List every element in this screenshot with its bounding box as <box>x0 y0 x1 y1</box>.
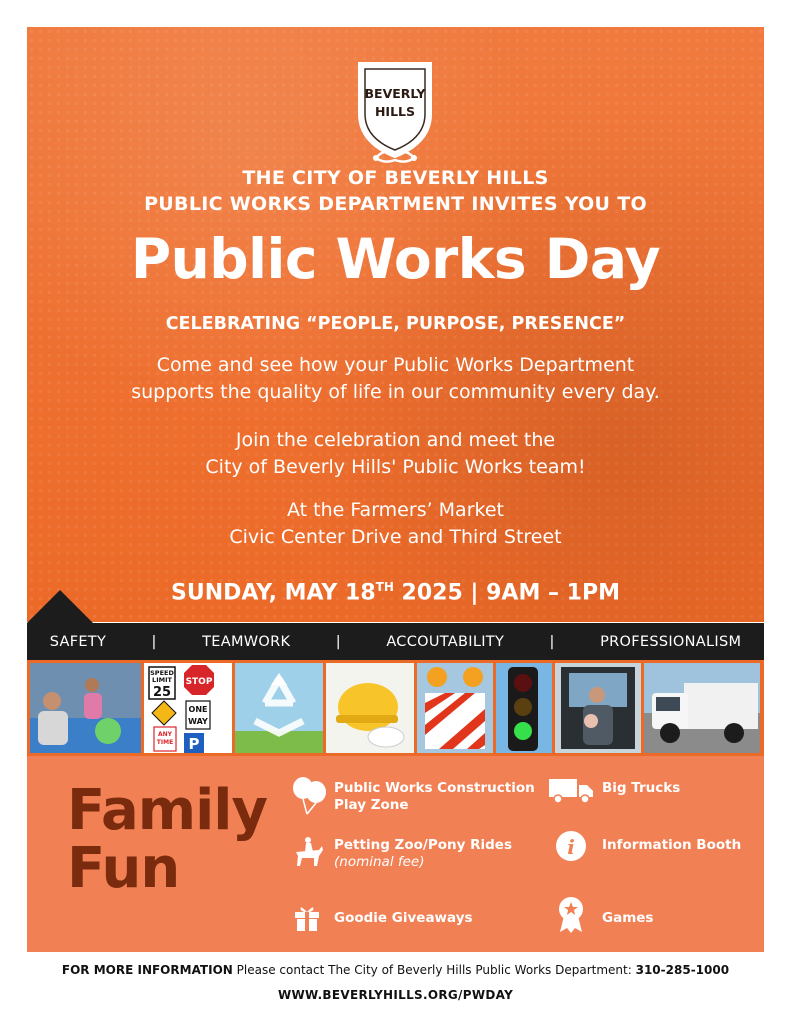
value-separator: | <box>549 633 555 650</box>
description-2-line-2: City of Beverly Hills' Public Works team! <box>205 456 586 478</box>
balloons-icon <box>291 776 327 816</box>
footer-website: WWW.BEVERLYHILLS.ORG/PWDAY <box>277 988 514 1002</box>
play-zone-line-2: Play Zone <box>334 797 409 813</box>
play-zone-line-1: Public Works Construction <box>334 780 535 796</box>
invite-line-1: THE CITY OF BEVERLY HILLS <box>242 167 549 189</box>
value-safety: SAFETY <box>49 633 107 650</box>
activity-play-zone <box>334 780 535 814</box>
more-info-label: FOR MORE INFORMATION <box>61 963 233 977</box>
photo-strip <box>27 660 764 756</box>
beverly-hills-seal-logo <box>354 58 436 168</box>
gift-icon <box>293 902 321 932</box>
event-title: Public Works Day <box>130 227 661 291</box>
value-accountability: ACCOUTABILITY <box>386 633 505 650</box>
activity-goodie-giveaways: Goodie Giveaways <box>334 910 473 926</box>
info-icon <box>555 830 587 862</box>
svg-text:STOP: STOP <box>185 677 213 687</box>
svg-text:P: P <box>188 735 200 753</box>
svg-text:HILLS: HILLS <box>374 104 416 119</box>
petting-zoo-note: (nominal fee) <box>334 854 425 870</box>
description-1-line-2: supports the quality of life in our community every day. <box>131 381 660 403</box>
svg-text:TIME: TIME <box>156 739 174 746</box>
footer-contact <box>0 963 791 977</box>
horse-rider-icon <box>293 836 323 868</box>
description-2 <box>27 427 764 481</box>
photo-traffic-light <box>496 663 552 753</box>
description-1 <box>27 352 764 406</box>
photo-hard-hat <box>326 663 414 753</box>
photo-child-in-truck <box>555 663 641 753</box>
event-location <box>27 497 764 551</box>
activity-petting-zoo <box>334 837 512 871</box>
family-fun-heading-line-2: Fun <box>67 836 180 901</box>
svg-text:WAY: WAY <box>188 717 208 726</box>
truck-icon <box>548 776 594 804</box>
svg-text:25: 25 <box>152 685 172 700</box>
values-band <box>27 623 764 660</box>
date-day: SUNDAY, MAY 18 <box>171 580 376 606</box>
svg-text:LIMIT: LIMIT <box>152 676 172 684</box>
family-fun-heading-line-1: Family <box>67 778 268 843</box>
location-line-2: Civic Center Drive and Third Street <box>229 526 562 548</box>
activity-games: Games <box>602 910 654 926</box>
description-1-line-1: Come and see how your Public Works Department <box>156 354 635 376</box>
invite-line-2: PUBLIC WORKS DEPARTMENT INVITES YOU TO <box>144 193 647 215</box>
date-rest: 2025 | 9AM – 1PM <box>393 580 620 606</box>
photo-traffic-barricade <box>417 663 493 753</box>
award-ribbon-icon <box>557 896 585 934</box>
svg-text:BEVERLY: BEVERLY <box>364 86 426 101</box>
value-separator: | <box>151 633 157 650</box>
location-line-1: At the Farmers’ Market <box>287 499 504 521</box>
petting-zoo-label: Petting Zoo/Pony Rides <box>334 837 512 853</box>
contact-phone: 310-285-1000 <box>635 963 730 977</box>
photo-street-signs <box>144 663 232 753</box>
value-professionalism: PROFESSIONALISM <box>600 633 742 650</box>
date-suffix: TH <box>375 580 394 594</box>
description-2-line-1: Join the celebration and meet the <box>235 429 556 451</box>
activity-big-trucks: Big Trucks <box>602 780 681 796</box>
family-fun-section <box>27 756 764 952</box>
svg-text:ONE: ONE <box>188 705 208 714</box>
hero-section <box>27 27 764 622</box>
value-separator: | <box>335 633 341 650</box>
flyer <box>27 27 764 952</box>
svg-text:SPEED: SPEED <box>150 669 174 677</box>
svg-text:ANY: ANY <box>157 731 173 738</box>
photo-kids-playing <box>30 663 141 753</box>
activity-info-booth: Information Booth <box>602 837 742 853</box>
celebrating-theme: CELEBRATING “PEOPLE, PURPOSE, PRESENCE” <box>165 314 626 334</box>
photo-utility-truck <box>644 663 760 753</box>
more-info-text: Please contact The City of Beverly Hills Public Works Department: <box>232 963 636 977</box>
event-date-time <box>27 580 764 605</box>
photo-recycling-symbol <box>235 663 323 753</box>
svg-text:i: i <box>567 835 575 859</box>
band-tab <box>27 590 93 623</box>
value-teamwork: TEAMWORK <box>202 633 291 650</box>
